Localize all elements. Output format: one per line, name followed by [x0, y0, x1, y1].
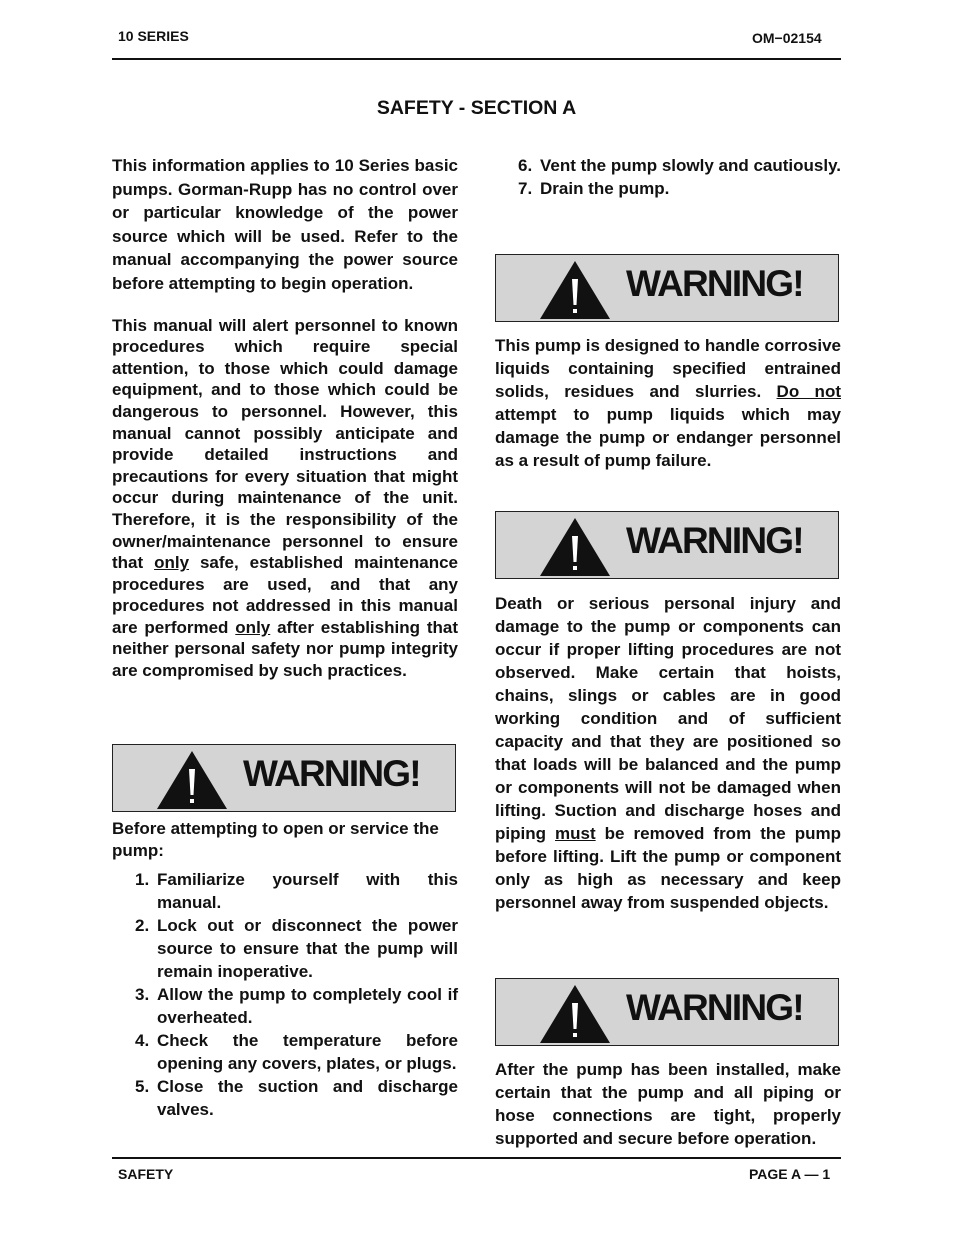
step-text: Close the suction and discharge valves. [157, 1077, 458, 1119]
page-title: SAFETY - SECTION A [376, 97, 577, 119]
step-number: 6. [518, 156, 533, 175]
step-number: 5. [135, 1077, 150, 1096]
corrosive-paragraph-block [495, 334, 841, 472]
lifting-text-a: Death or serious personal injury and damage to the pump or components can occur if proper lifting procedures are not observed. Make certain that hoists, chains, slings or cables are in good working condition and of sufficient capacity and that they are positioned so that loads will be balanced and the pump or components will not be damaged when lifting. Suction and discharge hoses and piping [495, 594, 841, 843]
step-number: 2. [135, 916, 150, 935]
service-intro: Before attempting to open or service the pump: [112, 819, 439, 860]
corrosive-paragraph [495, 334, 841, 472]
step-item [495, 154, 841, 177]
step-number: 1. [135, 870, 150, 889]
alert-text-a: This manual will alert personnel to known procedures which require special attention, to those which could damage equipment, and to those which could be dangerous to personnel. However, this manual cannot possibly anticipate and provide detailed instructions and precautions for every situation that might occur during maintenance of the unit. Therefore, it is the responsibility of the owner/maintenance personnel to ensure that [112, 315, 458, 573]
alert-text-b: safe, established maintenance procedures are used, and that any procedures not addressed in this manual are performed [112, 553, 458, 637]
service-instructions [112, 818, 458, 1121]
corrosive-text-b: attempt to pump liquids which may damage the pump or endanger personnel as a result of pump failure. [495, 405, 841, 470]
step-item [112, 1029, 458, 1075]
warning-triangle-icon [155, 749, 229, 811]
installation-paragraph-block [495, 1058, 841, 1150]
footer-rule [112, 1157, 841, 1159]
warning-label: WARNING! [626, 987, 803, 1028]
step-item [112, 868, 458, 914]
step-item [112, 1075, 458, 1121]
warning-label: WARNING! [626, 520, 803, 561]
alert-underline-only-2: only [235, 617, 271, 637]
warning-box-installation [495, 978, 839, 1046]
warning-box-lifting [495, 511, 839, 579]
warning-label: WARNING! [626, 263, 803, 304]
step-number: 3. [135, 985, 150, 1004]
service-steps-list [112, 868, 458, 1121]
intro-paragraph: This information applies to 10 Series basic pumps. Gorman-Rupp has no control over or particular knowledge of the power source which will be used. Refer to the manual accompanying the power source before attempting to begin operation. [112, 156, 458, 293]
step-item [112, 914, 458, 983]
right-column-steps [495, 154, 841, 200]
header-doc-number: OM−02154 [752, 30, 822, 46]
step-item [495, 177, 841, 200]
step-text: Vent the pump slowly and cautiously. [540, 156, 842, 175]
step-text: Allow the pump to completely cool if overheated. [157, 985, 458, 1027]
lifting-underline-must: must [555, 824, 596, 843]
corrosive-underline-do-not: Do not [776, 382, 841, 401]
header-series: 10 SERIES [118, 28, 189, 44]
warning-triangle-icon [538, 259, 612, 321]
warning-box-corrosive [495, 254, 839, 322]
warning-label: WARNING! [243, 753, 420, 794]
left-column [112, 154, 458, 682]
corrosive-text-a: This pump is designed to handle corrosive liquids containing specified entrained solids, residues and slurries. [495, 336, 841, 401]
footer-page-number: PAGE A — 1 [749, 1166, 831, 1182]
alert-underline-only-1: only [154, 553, 190, 573]
installation-paragraph: After the pump has been installed, make certain that the pump and all piping or hose connections are tight, properly supported and secure before operation. [495, 1060, 841, 1148]
step-number: 4. [135, 1031, 150, 1050]
warning-triangle-icon [538, 983, 612, 1045]
header-rule [112, 58, 841, 60]
lifting-text-b: be removed from the pump before lifting. Lift the pump or component only as high as necessary and keep personnel away from suspended objects. [495, 824, 841, 912]
service-steps-list-continued [495, 154, 841, 200]
alert-text-c: after establishing that neither personal safety nor pump integrity are compromised by such practices. [112, 617, 458, 681]
step-item [112, 983, 458, 1029]
footer-section: SAFETY [118, 1166, 174, 1182]
step-text: Check the temperature before opening any covers, plates, or plugs. [157, 1031, 458, 1073]
warning-triangle-icon [538, 516, 612, 578]
lifting-paragraph-block [495, 592, 841, 914]
step-text: Drain the pump. [540, 179, 670, 198]
step-text: Familiarize yourself with this manual. [157, 870, 458, 912]
warning-box-service [112, 744, 456, 812]
alert-paragraph [112, 315, 458, 682]
step-text: Lock out or disconnect the power source to ensure that the pump will remain inoperative. [157, 916, 458, 981]
lifting-paragraph [495, 592, 841, 914]
step-number: 7. [518, 179, 533, 198]
